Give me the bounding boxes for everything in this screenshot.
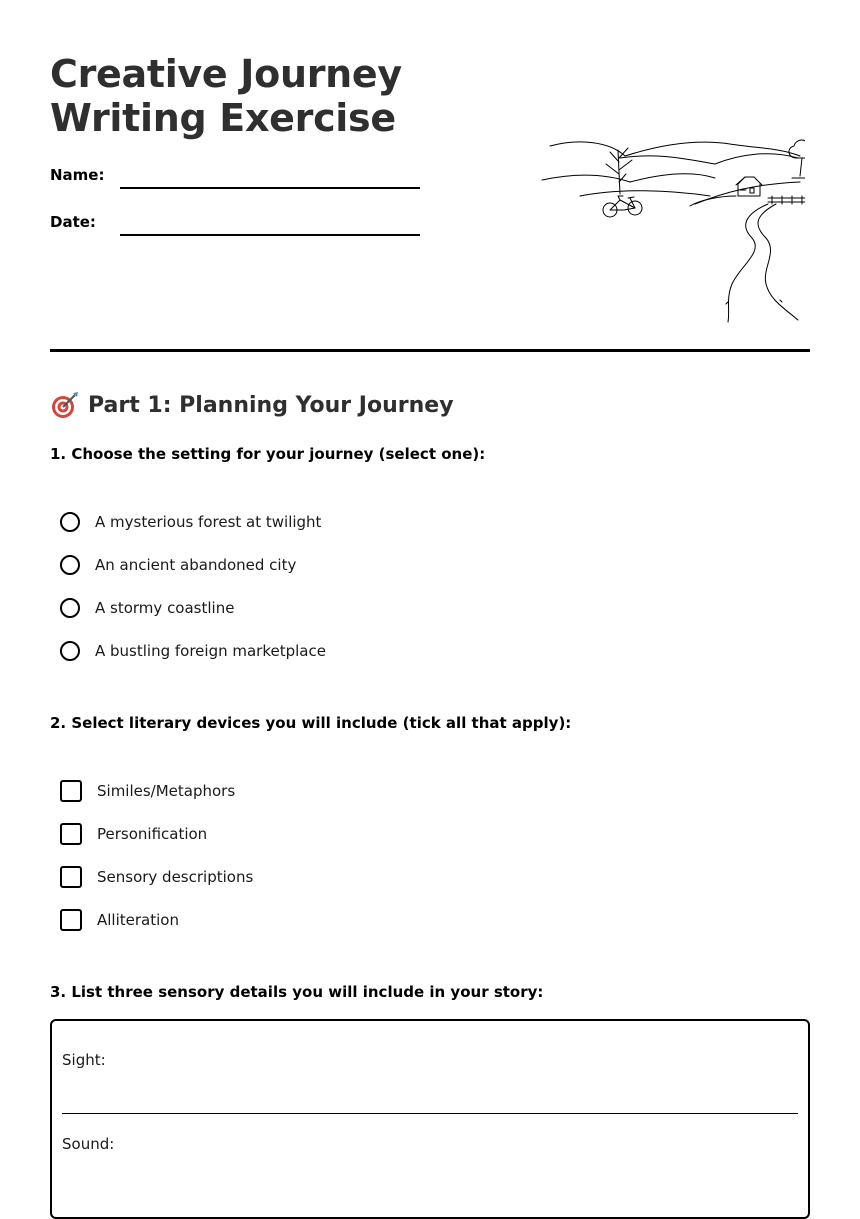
radio-button[interactable] bbox=[60, 555, 80, 575]
checkbox[interactable] bbox=[60, 866, 82, 888]
name-field bbox=[50, 166, 420, 196]
part1-heading-text: Part 1: Planning Your Journey bbox=[88, 392, 454, 418]
sound-label: Sound: bbox=[62, 1135, 115, 1153]
name-input-line[interactable] bbox=[120, 187, 420, 189]
device-option-personification[interactable] bbox=[60, 821, 207, 847]
option-label: A bustling foreign marketplace bbox=[95, 642, 326, 660]
setting-option-coastline[interactable] bbox=[60, 595, 234, 621]
option-label: A mysterious forest at twilight bbox=[95, 513, 322, 531]
option-label: Personification bbox=[97, 825, 208, 843]
device-option-similes[interactable] bbox=[60, 778, 235, 804]
radio-button[interactable] bbox=[60, 641, 80, 661]
option-label: A stormy coastline bbox=[95, 599, 235, 617]
title-line-2: Writing Exercise bbox=[50, 96, 396, 140]
device-option-sensory[interactable] bbox=[60, 864, 253, 890]
page-title bbox=[50, 52, 402, 140]
checkbox[interactable] bbox=[60, 909, 82, 931]
option-label: Similes/Metaphors bbox=[97, 782, 236, 800]
device-option-alliteration[interactable] bbox=[60, 907, 179, 933]
option-label: Alliteration bbox=[97, 911, 179, 929]
section-divider bbox=[50, 349, 810, 352]
sight-label: Sight: bbox=[62, 1051, 106, 1069]
name-label: Name: bbox=[50, 166, 105, 184]
option-label: Sensory descriptions bbox=[97, 868, 254, 886]
setting-option-marketplace[interactable] bbox=[60, 638, 326, 664]
radio-button[interactable] bbox=[60, 512, 80, 532]
title-line-1: Creative Journey bbox=[50, 52, 402, 96]
setting-option-forest[interactable] bbox=[60, 509, 321, 535]
setting-option-city[interactable] bbox=[60, 552, 296, 578]
checkbox[interactable] bbox=[60, 780, 82, 802]
date-input-line[interactable] bbox=[120, 234, 420, 236]
question-1-prompt: 1. Choose the setting for your journey (select one): bbox=[50, 445, 486, 463]
date-label: Date: bbox=[50, 213, 96, 231]
radio-button[interactable] bbox=[60, 598, 80, 618]
part1-heading bbox=[50, 388, 454, 422]
option-label: An ancient abandoned city bbox=[95, 556, 297, 574]
sight-answer-line[interactable] bbox=[62, 1113, 798, 1114]
date-field bbox=[50, 213, 420, 243]
checkbox[interactable] bbox=[60, 823, 82, 845]
target-dart-icon bbox=[50, 390, 80, 420]
question-2-prompt: 2. Select literary devices you will include (tick all that apply): bbox=[50, 714, 572, 732]
question-3-prompt: 3. List three sensory details you will include in your story: bbox=[50, 983, 544, 1001]
landscape-sketch-icon bbox=[540, 134, 805, 324]
sensory-details-box bbox=[50, 1019, 810, 1219]
